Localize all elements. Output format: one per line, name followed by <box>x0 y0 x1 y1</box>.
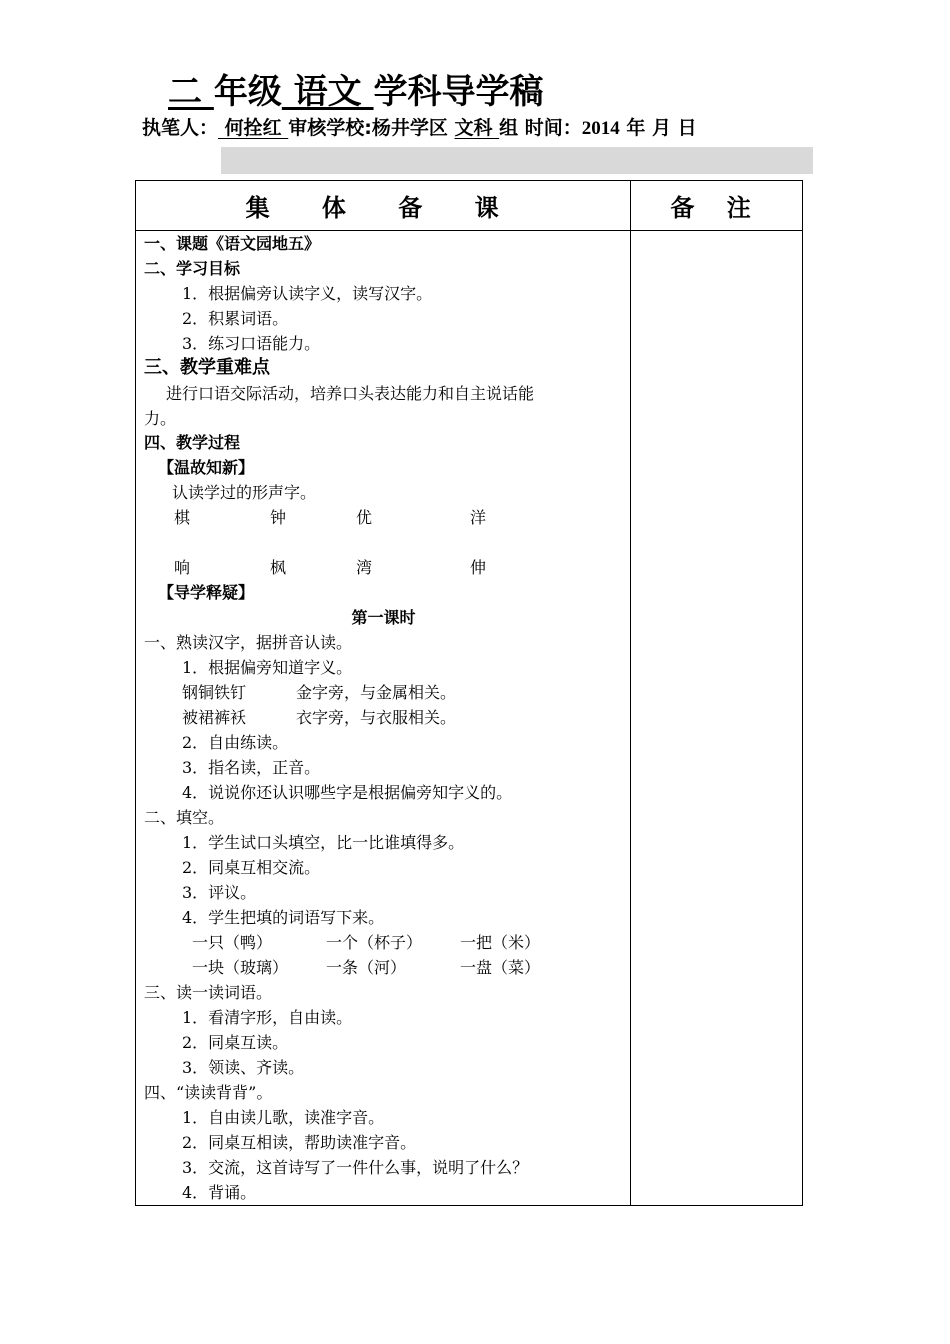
title-suffix: 学科导学稿 <box>373 72 544 112</box>
char-item: 伸 <box>470 558 487 577</box>
step-4-title: 四、“读读背背”。 <box>144 1083 273 1102</box>
group-name: 文科 <box>454 117 500 139</box>
step-1-item-3: 3．指名读，正音。 <box>182 758 321 777</box>
title-subject: 语文 <box>281 72 374 112</box>
section-goals: 二、学习目标 <box>144 259 241 278</box>
gray-band <box>221 147 813 174</box>
step-4-item-4: 4．背诵。 <box>182 1183 257 1202</box>
step-1-item-2: 2．自由练读。 <box>182 733 289 752</box>
year: 2014 <box>581 118 620 139</box>
char-item: 钟 <box>270 508 287 527</box>
step-3-item-1: 1．看清字形，自由读。 <box>182 1008 353 1027</box>
review-heading: 【温故知新】 <box>158 458 255 477</box>
author-name: 何拴红 <box>218 117 289 139</box>
char-item: 湾 <box>356 558 373 577</box>
key-point-text-cont: 力。 <box>144 409 177 428</box>
radical-meaning: 衣字旁，与衣服相关。 <box>296 708 457 727</box>
lesson-content <box>136 231 631 1206</box>
lesson-table <box>135 180 803 1206</box>
radical-chars: 被裙裤袄 <box>182 708 247 727</box>
fill-item: 一盘（菜） <box>460 958 541 977</box>
radical-row-metal <box>182 683 457 703</box>
radical-chars: 钢铜铁钉 <box>182 683 247 702</box>
fill-item: 一个（杯子） <box>326 933 423 952</box>
step-3-item-3: 3．领读、齐读。 <box>182 1058 305 1077</box>
goal-2: 2．积累词语。 <box>182 309 289 328</box>
author-label: 执笔人： <box>142 117 219 139</box>
step-2-item-4: 4．学生把填的词语写下来。 <box>182 908 385 927</box>
radical-meaning: 金字旁，与金属相关。 <box>296 683 457 702</box>
group-label: 组 时间： <box>499 117 582 139</box>
title-grade: 二 <box>168 72 214 112</box>
page-title <box>168 64 544 113</box>
section-process: 四、教学过程 <box>144 433 241 452</box>
char-item: 洋 <box>470 508 487 527</box>
meta-line <box>142 113 697 140</box>
step-1-item-4: 4．说说你还认识哪些字是根据偏旁知字义的。 <box>182 783 513 802</box>
fill-item: 一只（鸭） <box>192 933 273 952</box>
fill-item: 一把（米） <box>460 933 541 952</box>
goal-1: 1．根据偏旁认读字义，读写汉字。 <box>182 284 433 303</box>
school-label: 审核学校: <box>288 117 372 139</box>
header-main: 集 体 备 课 <box>136 181 631 231</box>
char-item: 棋 <box>174 508 191 527</box>
step-3-item-2: 2．同桌互读。 <box>182 1033 289 1052</box>
step-4-item-1: 1．自由读儿歌，读准字音。 <box>182 1108 385 1127</box>
school-name: 杨井学区 <box>371 117 448 139</box>
title-grade-word: 年级 <box>213 72 282 112</box>
char-item: 响 <box>174 558 191 577</box>
char-item: 枫 <box>270 558 287 577</box>
step-4-item-3: 3．交流，这首诗写了一件什么事，说明了什么？ <box>182 1158 529 1177</box>
step-2-item-3: 3．评议。 <box>182 883 257 902</box>
fill-item: 一条（河） <box>326 958 407 977</box>
step-4-item-2: 2．同桌互相读，帮助读准字音。 <box>182 1133 417 1152</box>
lesson-period-title: 第一课时 <box>351 608 416 627</box>
step-2-item-2: 2．同桌互相交流。 <box>182 858 321 877</box>
fill-item: 一块（玻璃） <box>192 958 289 977</box>
radical-row-cloth <box>182 708 457 728</box>
section-key-points: 三、教学重难点 <box>144 357 270 378</box>
date-rest: 年 月 日 <box>626 117 697 139</box>
header-notes: 备 注 <box>631 181 803 231</box>
guide-heading: 【导学释疑】 <box>158 583 255 602</box>
lesson-topic: 一、课题《语文园地五》 <box>144 234 321 253</box>
step-2-item-1: 1．学生试口头填空，比一比谁填得多。 <box>182 833 465 852</box>
review-text: 认读学过的形声字。 <box>172 483 317 502</box>
step-2-title: 二、填空。 <box>144 808 225 827</box>
step-1-item-1: 1．根据偏旁知道字义。 <box>182 658 353 677</box>
step-3-title: 三、读一读词语。 <box>144 983 273 1002</box>
goal-3: 3．练习口语能力。 <box>182 334 321 353</box>
step-1-title: 一、熟读汉字，据拼音认读。 <box>144 633 353 652</box>
char-item: 优 <box>356 508 373 527</box>
key-point-text: 进行口语交际活动，培养口头表达能力和自主说话能 <box>166 384 535 403</box>
notes-column <box>631 231 803 1206</box>
